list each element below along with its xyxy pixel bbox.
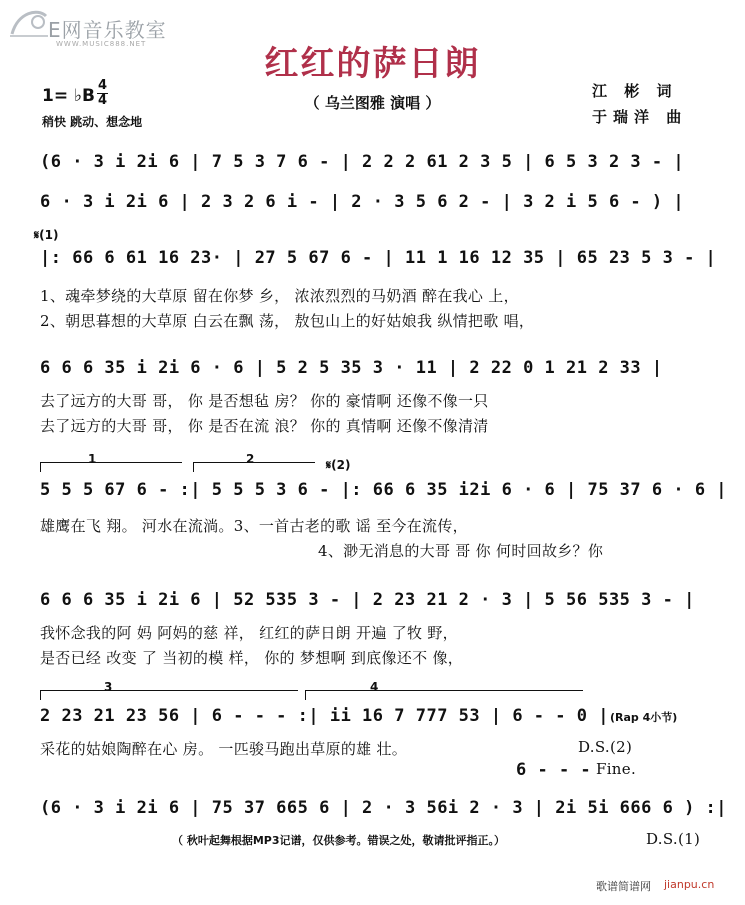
- time-signature-top: 4: [97, 78, 108, 93]
- volta-bracket-2-edge: [193, 462, 194, 472]
- volta-4-label: 4: [370, 680, 379, 694]
- volta-bracket-1-edge: [40, 462, 41, 472]
- rap-note: (Rap 4小节): [610, 711, 678, 724]
- tempo-marking: 稍快 跳动、想念地: [42, 115, 143, 129]
- time-signature-bottom: 4: [97, 93, 108, 108]
- volta-bracket-4-edge: [305, 690, 306, 700]
- score-line-2: 6 · 3 i 2i 6 | 2 3 2 6 i - | 2 · 3 5 6 2 - | 3 2 i 5 6 - ) |: [40, 192, 685, 212]
- composer-credit: 于瑞洋 曲: [592, 108, 688, 126]
- lyric-line-5b: 4、渺无消息的大哥 哥 你 何时回故乡？你: [318, 542, 604, 560]
- watermark-site-name: E网音乐教室: [48, 18, 167, 42]
- lyric-line-6a: 我怀念我的阿 妈 阿妈的慈 祥， 红红的萨日朗 开遍 了牧 野，: [40, 624, 458, 642]
- volta-bracket-1: [40, 462, 182, 463]
- segno-2: 𝄋(2): [326, 458, 351, 472]
- time-signature: [97, 80, 108, 107]
- score-line-1: (6 · 3 i 2i 6 | 7 5 3 7 6 - | 2 2 2 61 2 3 5 | 6 5 3 2 3 - |: [40, 152, 685, 172]
- score-line-4: 6 6 6 35 i 2i 6 · 6 | 5 2 5 35 3 · 11 | 2 22 0 1 21 2 33 |: [40, 358, 663, 378]
- dal-segno-1: D.S.(1): [646, 830, 701, 848]
- transcription-footnote: （ 秋叶起舞根据MP3记谱，仅供参考。错误之处，敬请批评指正。）: [172, 834, 505, 847]
- song-title: 红红的萨日朗: [264, 44, 481, 84]
- volta-bracket-3: [40, 690, 298, 691]
- volta-1-label: 1: [88, 452, 97, 466]
- lyric-line-7: 采花的姑娘陶醉在心 房。 一匹骏马跑出草原的雄 壮。: [40, 740, 408, 758]
- performer-line: （ 乌兰图雅 演唱 ）: [304, 94, 441, 112]
- bottom-url: jianpu.cn: [664, 878, 715, 891]
- lyricist-credit: 江 彬 词: [592, 82, 678, 100]
- key-signature: 1= ♭B: [42, 86, 95, 106]
- watermark-url: WWW.MUSIC888.NET: [56, 40, 147, 48]
- volta-bracket-3-edge: [40, 690, 41, 700]
- score-line-7: 2 23 21 23 56 | 6 - - - :| ii 16 7 777 53 | 6 - - 0 |: [40, 706, 609, 726]
- volta-bracket-4: [305, 690, 583, 691]
- volta-2-label: 2: [246, 452, 255, 466]
- score-line-3: |: 66 6 61 16 23· | 27 5 67 6 - | 11 1 16 12 35 | 65 23 5 3 - |: [40, 248, 717, 268]
- score-line-6: 6 6 6 35 i 2i 6 | 52 535 3 - | 2 23 21 2 · 3 | 5 56 535 3 - |: [40, 590, 695, 610]
- lyric-line-4b: 去了远方的大哥 哥， 你 是否在流 浪？ 你的 真情啊 还像不像清清: [40, 417, 489, 435]
- lyric-line-4a: 去了远方的大哥 哥， 你 是否想毡 房？ 你的 豪情啊 还像不像一只: [40, 392, 489, 410]
- score-line-8: (6 · 3 i 2i 6 | 75 37 665 6 | 2 · 3 56i 2 · 3 | 2i 5i 666 6 ) :|: [40, 798, 728, 818]
- lyric-line-6b: 是否已经 改变 了 当初的模 样， 你的 梦想啊 到底像还不 像，: [40, 649, 464, 667]
- segno-1: 𝄋(1): [34, 228, 59, 242]
- score-line-5: 5 5 5 67 6 - :| 5 5 5 3 6 - |: 66 6 35 i2i 6 · 6 | 75 37 6 · 6 |: [40, 480, 728, 500]
- fine-marking: Fine.: [596, 760, 637, 778]
- volta-3-label: 3: [104, 680, 113, 694]
- dal-segno-2: D.S.(2): [578, 738, 633, 756]
- lyric-line-3a: 1、魂牵梦绕的大草原 留在你梦 乡， 浓浓烈烈的马奶酒 醉在我心 上，: [40, 287, 519, 305]
- lyric-line-3b: 2、朝思暮想的大草原 白云在飘 荡， 敖包山上的好姑娘我 纵情把歌 唱，: [40, 312, 535, 330]
- lyric-line-5a: 雄鹰在飞 翔。 河水在流淌。3、一首古老的歌 谣 至今在流传，: [40, 517, 468, 535]
- fine-notes: 6 - - -: [516, 760, 592, 780]
- bottom-brand: 歌谱简谱网: [596, 880, 651, 893]
